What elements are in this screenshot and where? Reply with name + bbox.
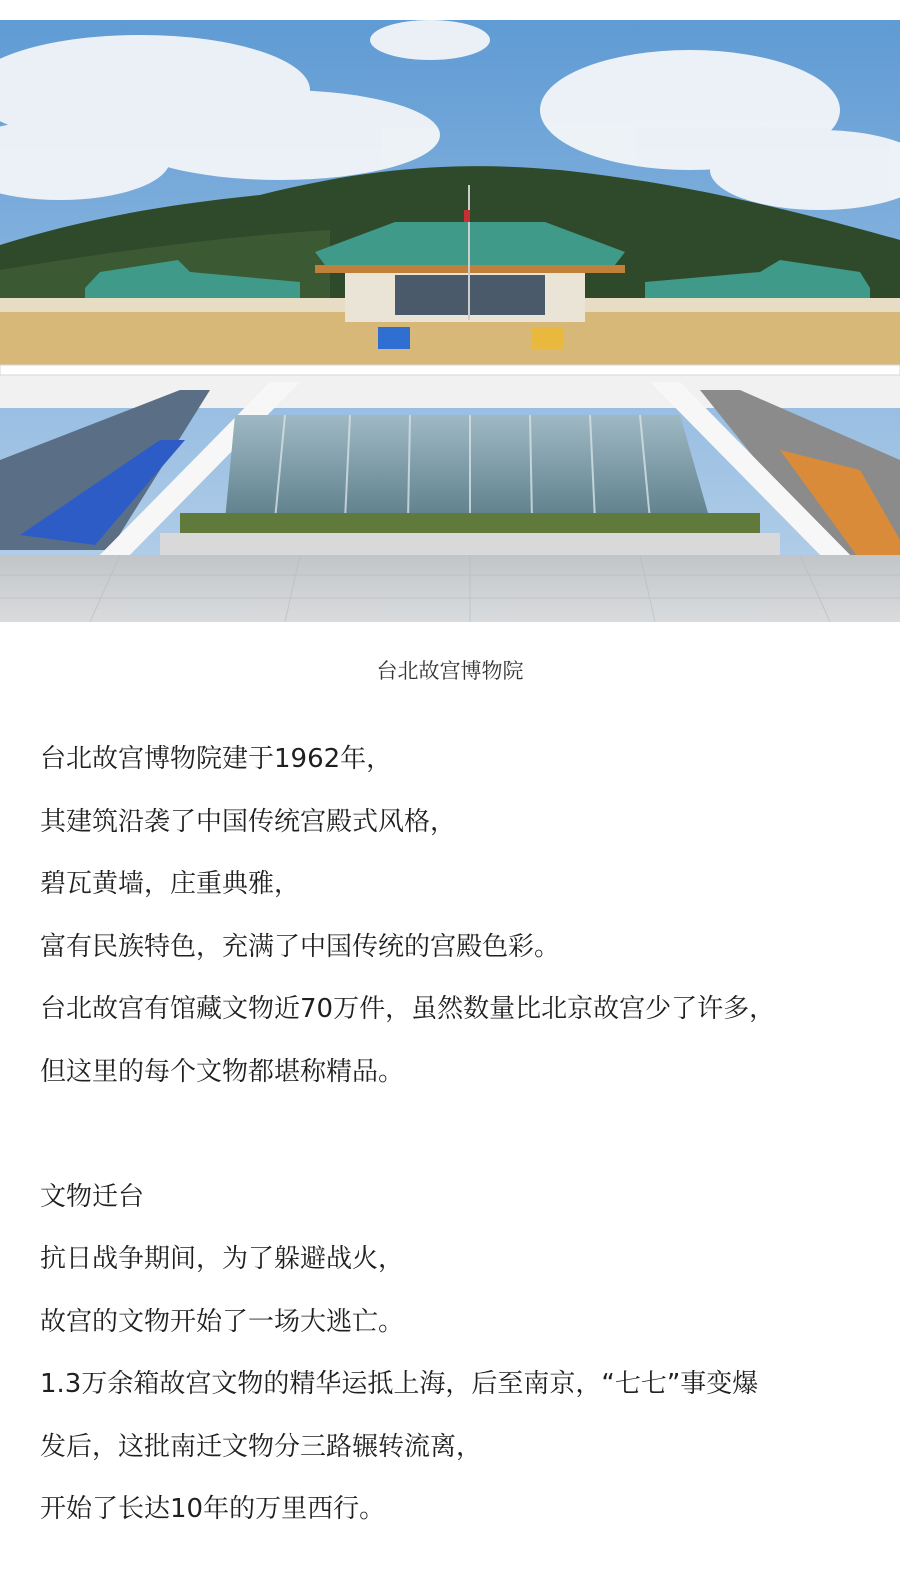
paragraph-line: 开始了长达10年的万里西行。 [40, 1494, 386, 1524]
paragraph-line: 1.3万余箱故宫文物的精华运抵上海，后至南京，“七七”事变爆 [40, 1369, 759, 1399]
paragraph-line: 台北故宫有馆藏文物近70万件，虽然数量比北京故宫少了许多， [40, 994, 776, 1024]
paragraph-line: 抗日战争期间，为了躲避战火， [40, 1244, 405, 1274]
museum-illustration [0, 20, 900, 622]
paragraph-line: 发后，这批南迁文物分三路辗转流离， [40, 1431, 483, 1462]
paragraph-line: 但这里的每个文物都堪称精品。 [40, 1056, 405, 1087]
paragraph-line: 其建筑沿袭了中国传统宫殿式风格， [40, 806, 457, 837]
paragraph-line: 碧瓦黄墙，庄重典雅， [40, 869, 301, 899]
paragraph-spacer [40, 1103, 880, 1166]
paragraph-line: 故宫的文物开始了一场大逃亡。 [40, 1306, 405, 1337]
photo-caption: 台北故宫博物院 [376, 659, 524, 683]
paragraph-line: 台北故宫博物院建于1962年， [40, 744, 393, 774]
paragraph-line: 富有民族特色，充满了中国传统的宫殿色彩。 [40, 931, 561, 962]
museum-photo [0, 20, 900, 622]
article-body [40, 728, 880, 1541]
section-heading: 文物迁台 [40, 1181, 145, 1212]
